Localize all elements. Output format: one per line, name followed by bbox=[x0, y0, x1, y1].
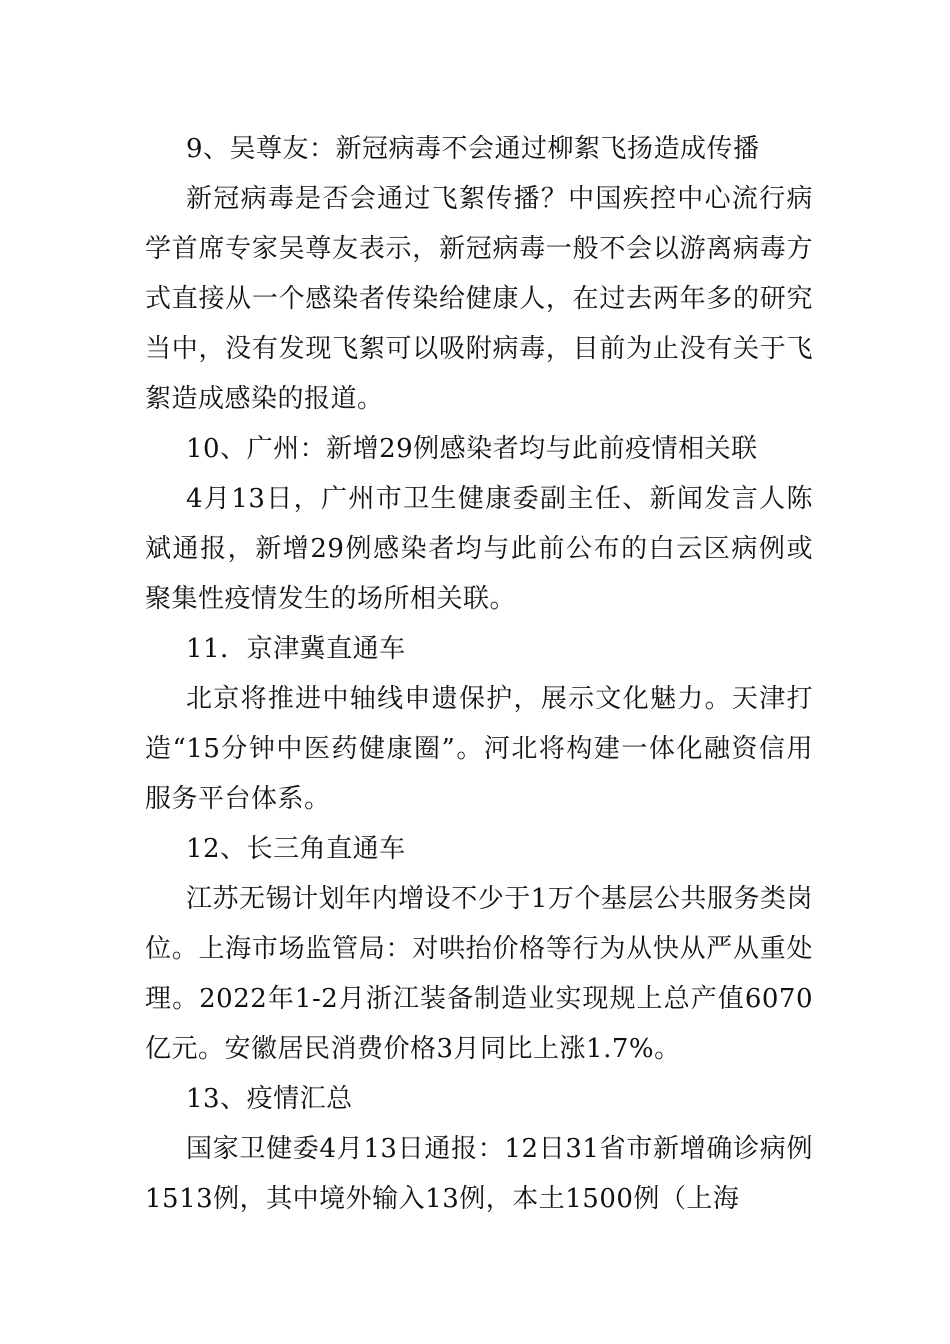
section-paragraph-10: 4月13日，广州市卫生健康委副主任、新闻发言人陈斌通报，新增29例感染者均与此前公布的白云区病例或聚集性疫情发生的场所相关联。 bbox=[145, 484, 813, 614]
section-paragraph-9: 新冠病毒是否会通过飞絮传播？中国疾控中心流行病学首席专家吴尊友表示，新冠病毒一般不会以游离病毒方式直接从一个感染者传染给健康人，在过去两年多的研究当中，没有发现飞絮可以吸附病毒，目前为止没有关于飞絮造成感染的报道。 bbox=[145, 184, 813, 414]
section-heading-12: 12、长三角直通车 bbox=[186, 834, 406, 864]
section-heading-9: 9、吴尊友：新冠病毒不会通过柳絮飞扬造成传播 bbox=[186, 134, 760, 164]
section-heading-11: 11．京津冀直通车 bbox=[186, 634, 406, 664]
section-paragraph-13: 国家卫健委4月13日通报：12日31省市新增确诊病例1513例，其中境外输入13例，本土1500例（上海 bbox=[145, 1134, 813, 1214]
section-heading-10: 10、广州：新增29例感染者均与此前疫情相关联 bbox=[186, 434, 758, 464]
section-paragraph-12: 江苏无锡计划年内增设不少于1万个基层公共服务类岗位。上海市场监管局：对哄抬价格等行为从快从严从重处理。2022年1-2月浙江装备制造业实现规上总产值6070亿元。安徽居民消费价格3月同比上涨1.7%。 bbox=[145, 884, 813, 1064]
document-body bbox=[145, 124, 813, 1224]
section-heading-13: 13、疫情汇总 bbox=[186, 1084, 353, 1114]
section-paragraph-11: 北京将推进中轴线申遗保护，展示文化魅力。天津打造“15分钟中医药健康圈”。河北将构建一体化融资信用服务平台体系。 bbox=[145, 684, 813, 814]
